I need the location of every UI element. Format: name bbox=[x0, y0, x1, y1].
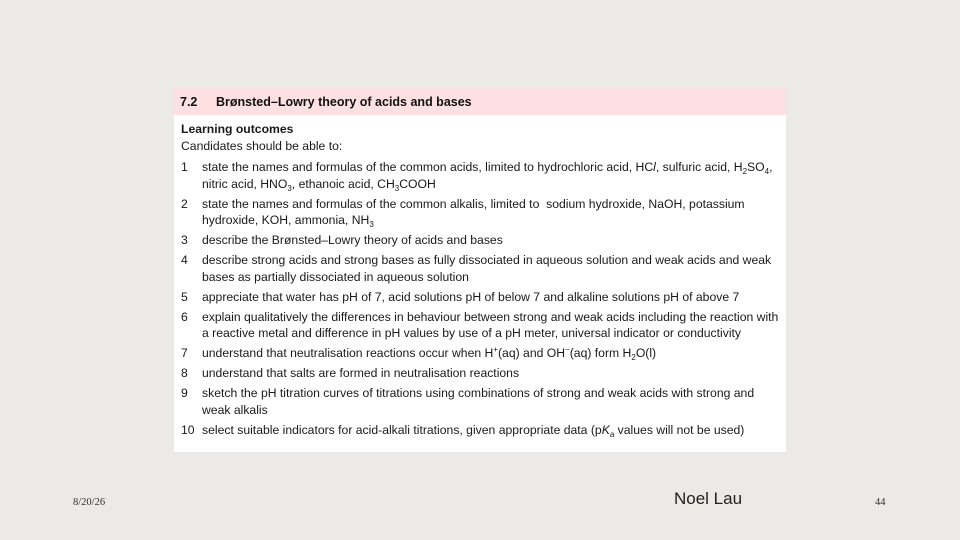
outcome-number: 4 bbox=[181, 253, 188, 267]
outcome-text: appreciate that water has pH of 7, acid solutions pH of below 7 and alkaline solutions pH of above 7 bbox=[202, 289, 740, 304]
outcome-number: 7 bbox=[181, 346, 188, 360]
slide-date: 8/20/26 bbox=[73, 497, 106, 508]
outcome-number: 9 bbox=[181, 386, 188, 400]
section-header bbox=[174, 88, 786, 115]
outcome-number: 5 bbox=[181, 289, 188, 304]
outcome-item bbox=[181, 289, 786, 306]
outcome-text: understand that neutralisation reactions occur when H+(aq) and OH−(aq) form $H_2O(l)$ bbox=[202, 345, 657, 362]
outcome-number: 3 bbox=[181, 233, 188, 247]
outcome-text: select suitable indicators for acid-alkali titrations, given appropriate data ($pK_a$ values will not be used) bbox=[202, 422, 745, 439]
outcome-number: 6 bbox=[181, 309, 188, 324]
outcome-number: 1 bbox=[181, 160, 188, 174]
section-number: 7.2 bbox=[180, 94, 198, 109]
outcome-item bbox=[181, 345, 786, 362]
outcome-text: sketch the pH titration curves of titrations using combinations of strong and weak acids with strong and weak alkalis bbox=[202, 386, 755, 417]
outcome-item bbox=[181, 159, 786, 192]
outcome-item bbox=[181, 252, 786, 285]
outcome-text: state the names and formulas of the common alkalis, limited to sodium hydroxide, NaOH, potassium hydroxide, KOH, ammonia, $NH_3$ bbox=[202, 196, 745, 229]
outcome-item bbox=[181, 196, 786, 229]
outcome-item bbox=[181, 232, 786, 249]
outcome-number: 8 bbox=[181, 366, 188, 380]
learning-outcomes bbox=[174, 115, 786, 438]
outcome-number: 10 bbox=[181, 422, 195, 437]
slide-author: Noel Lau bbox=[674, 489, 743, 508]
syllabus-excerpt bbox=[174, 88, 786, 452]
outcome-item bbox=[181, 385, 786, 418]
slide-page-number: 44 bbox=[875, 497, 886, 508]
outcome-text: explain qualitatively the differences in behaviour between strong and weak acids including the reaction with a reactive metal and difference in pH values by use of a pH meter, universal indicator or conductivity bbox=[202, 309, 779, 340]
outcome-text: describe strong acids and strong bases as fully dissociated in aqueous solution and weak acids and weak bases as partially dissociated in aqueous solution bbox=[202, 253, 772, 284]
outcome-text: understand that salts are formed in neutralisation reactions bbox=[202, 366, 520, 380]
learning-outcomes-heading: Learning outcomes bbox=[181, 122, 294, 136]
outcome-number: 2 bbox=[181, 196, 188, 211]
outcome-text: describe the Brønsted–Lowry theory of acids and bases bbox=[202, 233, 503, 247]
outcome-list bbox=[181, 159, 786, 438]
learning-outcomes-intro: Candidates should be able to: bbox=[181, 138, 343, 153]
outcome-item bbox=[181, 365, 786, 382]
outcome-text: state the names and formulas of the common acids, limited to hydrochloric acid, HCl, sulfuric acid, $H_2SO_4$, nitric acid, $HNO_3$, ethanoic acid, $CH_3COOH$ bbox=[202, 160, 773, 193]
outcome-item bbox=[181, 422, 786, 439]
outcome-item bbox=[181, 309, 786, 342]
section-title: Brønsted–Lowry theory of acids and bases bbox=[216, 94, 472, 109]
